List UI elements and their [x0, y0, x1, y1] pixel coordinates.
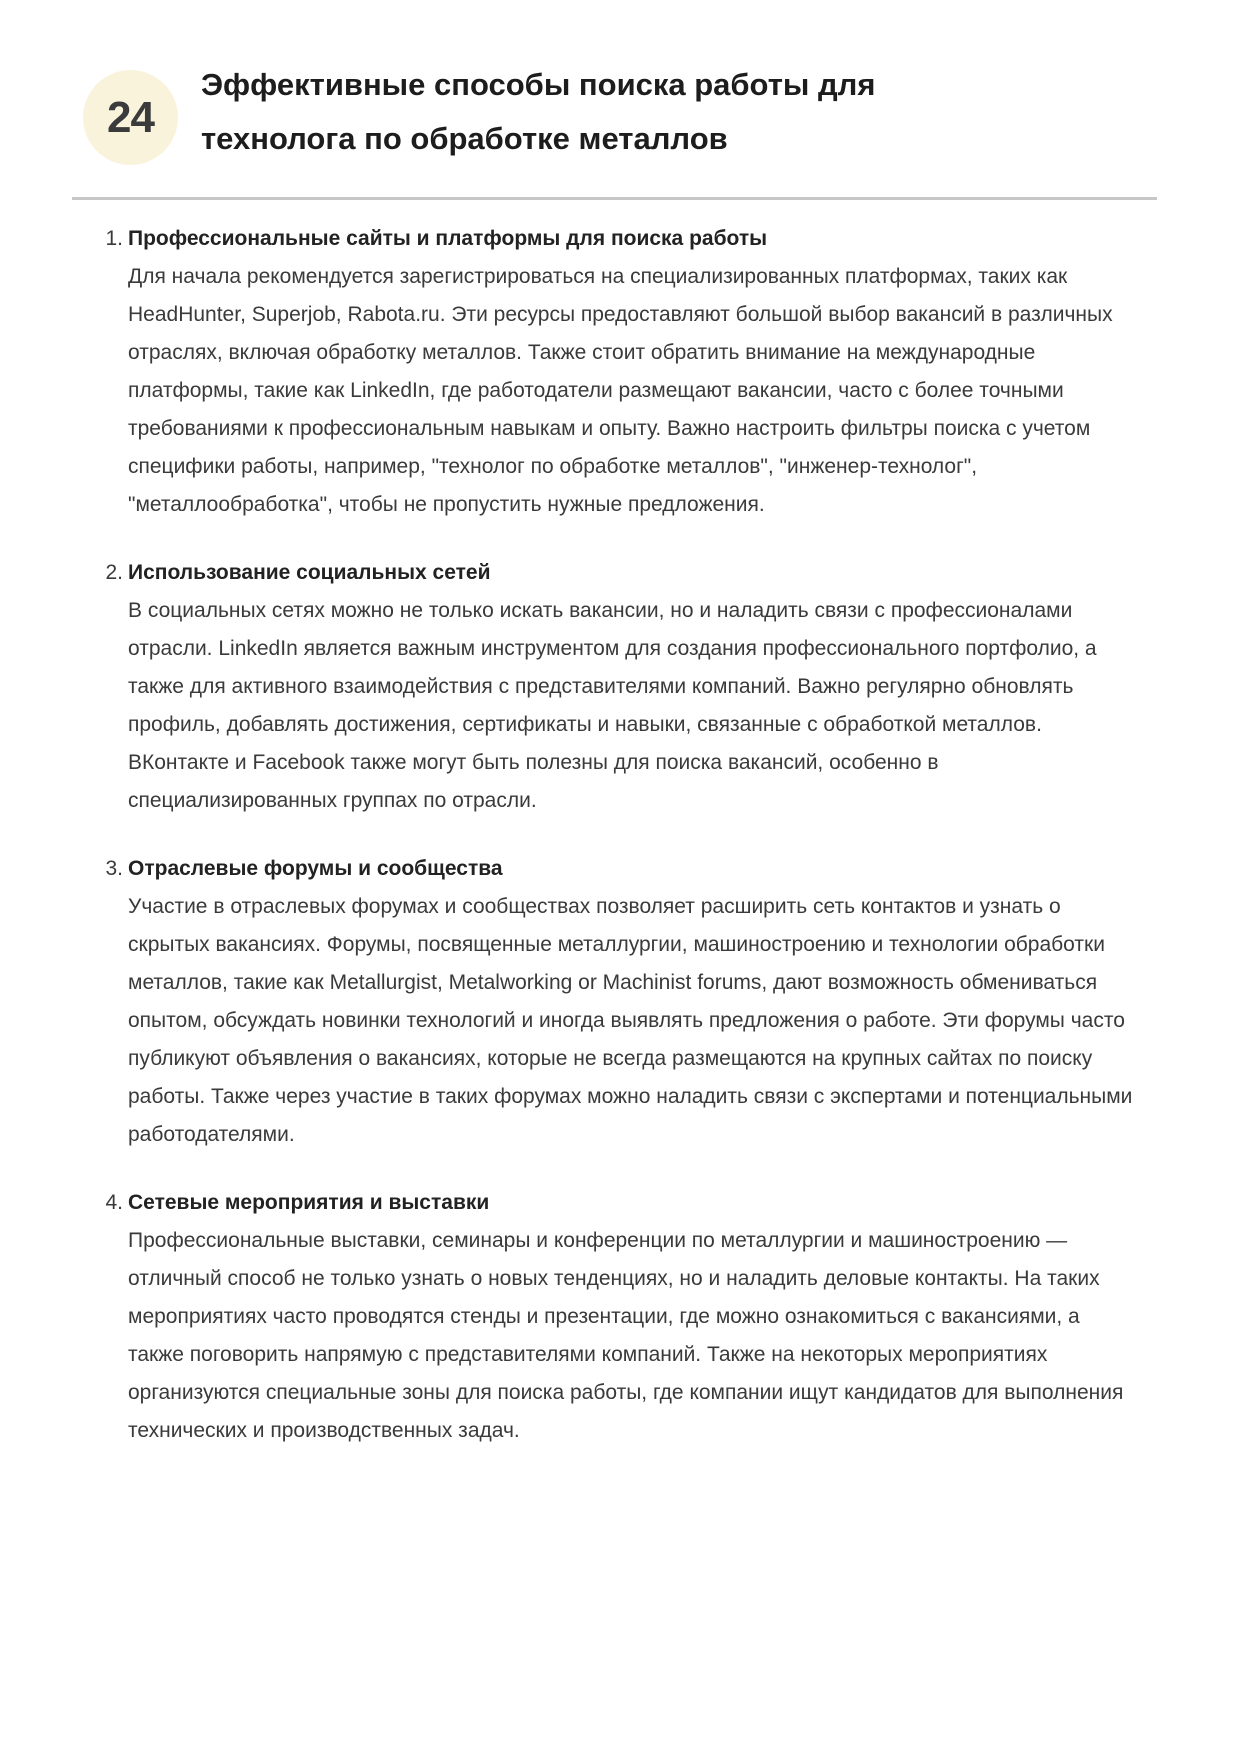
list-item — [72, 1184, 1239, 1450]
list-item-body: Для начала рекомендуется зарегистрироваться на специализированных платформах, таких как HeadHunter, Superjob, Rabota.ru. Эти ресурсы предоставляют большой выбор вакансий в различных отраслях, включая обработку металлов. Также стоит обратить внимание на международные платформы, такие как LinkedIn, где работодатели размещают вакансии, часто с более точными требованиями к профессиональным навыкам и опыту. Важно настроить фильтры поиска с учетом специфики работы, например, "технолог по обработке металлов", "инженер-технолог", "металлообработка", чтобы не пропустить нужные предложения. — [128, 265, 1113, 516]
tips-list — [72, 220, 1239, 1450]
list-item — [72, 850, 1239, 1154]
list-item-number: 3. — [105, 857, 123, 880]
list-item-heading: Сетевые мероприятия и выставки — [128, 1191, 490, 1214]
list-item-heading: Использование социальных сетей — [128, 561, 491, 584]
section-number: 24 — [107, 92, 154, 142]
list-item-content — [128, 220, 1140, 524]
list-item-content — [128, 1184, 1140, 1450]
page-title: Эффективные способы поиска работы для технолога по обработке металлов — [201, 67, 876, 156]
list-item — [72, 220, 1239, 524]
list-item-number: 1. — [105, 227, 123, 250]
header-divider — [72, 197, 1157, 200]
list-item-content — [128, 554, 1140, 820]
list-item-number: 4. — [105, 1191, 123, 1214]
list-item-number: 2. — [105, 561, 123, 584]
section-number-badge — [83, 70, 178, 165]
list-item-heading: Отраслевые форумы и сообщества — [128, 857, 503, 880]
list-item-body: Участие в отраслевых форумах и сообществах позволяет расширить сеть контактов и узнать о скрытых вакансиях. Форумы, посвященные металлургии, машиностроению и технологии обработки металлов, такие как Metallurgist, Metalworking or Machinist forums, дают возможность обмениваться опытом, обсуждать новинки технологий и иногда выявлять предложения о работе. Эти форумы часто публикуют объявления о вакансиях, которые не всегда размещаются на крупных сайтах по поиску работы. Также через участие в таких форумах можно наладить связи с экспертами и потенциальными работодателями. — [128, 895, 1133, 1146]
list-item-body: Профессиональные выставки, семинары и конференции по металлургии и машиностроению — отличный способ не только узнать о новых тенденциях, но и наладить деловые контакты. На таких мероприятиях часто проводятся стенды и презентации, где можно ознакомиться с вакансиями, а также поговорить напрямую с представителями компаний. Также на некоторых мероприятиях организуются специальные зоны для поиска работы, где компании ищут кандидатов для выполнения технических и производственных задач. — [128, 1229, 1124, 1442]
list-item-body: В социальных сетях можно не только искать вакансии, но и наладить связи с профессионалами отрасли. LinkedIn является важным инструментом для создания профессионального портфолио, а также для активного взаимодействия с представителями компаний. Важно регулярно обновлять профиль, добавлять достижения, сертификаты и навыки, связанные с обработкой металлов. ВКонтакте и Facebook также могут быть полезны для поиска вакансий, особенно в специализированных группах по отрасли. — [128, 599, 1097, 812]
list-item — [72, 554, 1239, 820]
list-item-heading: Профессиональные сайты и платформы для поиска работы — [128, 227, 768, 250]
list-item-content — [128, 850, 1140, 1154]
page-header — [72, 58, 1157, 166]
